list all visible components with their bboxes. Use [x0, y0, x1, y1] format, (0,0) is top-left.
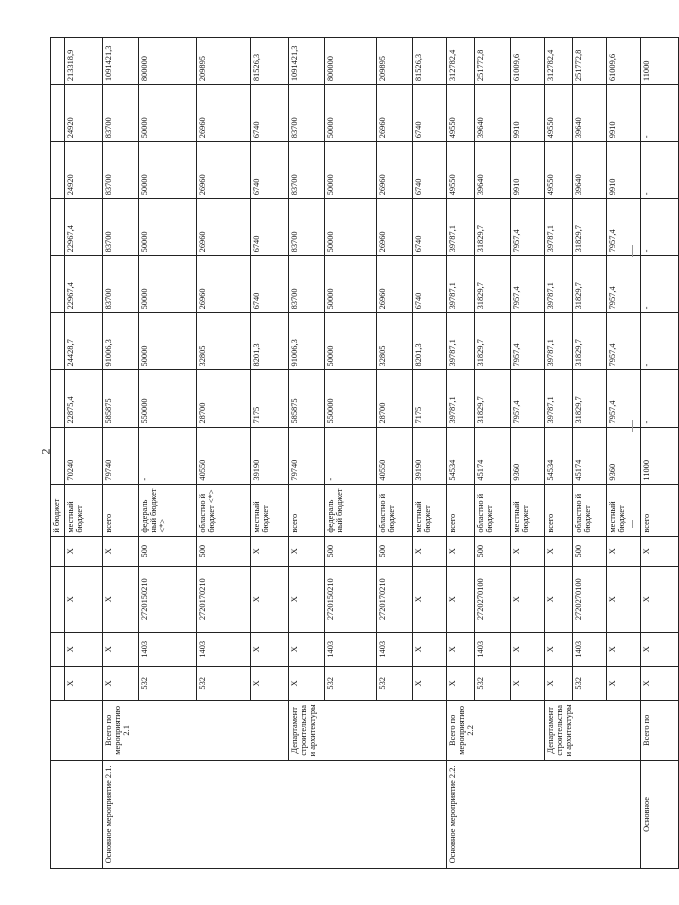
value-cell: 91006,3	[103, 313, 139, 370]
rzpr-cell: X	[607, 632, 641, 666]
value-cell: 209895	[197, 38, 251, 85]
value-cell: 81526,3	[251, 38, 289, 85]
value-cell: 45174	[475, 427, 511, 484]
value-cell: 6740	[413, 199, 447, 256]
executor-cell: Департамент строительства и архитектуры	[545, 700, 641, 760]
csr-cell: X	[641, 566, 679, 632]
grbs-cell: 532	[325, 666, 377, 700]
value-cell: 49550	[545, 85, 573, 142]
value-cell: 11000	[641, 38, 679, 85]
value-cell: 54534	[545, 427, 573, 484]
vr-cell: X	[545, 536, 573, 566]
grbs-cell	[51, 666, 65, 700]
csr-cell: X	[413, 566, 447, 632]
value-cell: 209895	[377, 38, 413, 85]
value-cell: 251772,8	[573, 38, 607, 85]
event-cell	[51, 760, 103, 868]
executor-cell: Всего по мероприятию 2.1	[103, 700, 289, 760]
grbs-cell: X	[413, 666, 447, 700]
source-cell: всего	[447, 484, 475, 536]
executor-cell: Департамент строительства и архитектуры	[289, 700, 447, 760]
value-cell: 45174	[573, 427, 607, 484]
value-cell: 1091421,3	[103, 38, 139, 85]
value-cell: -	[325, 427, 377, 484]
source-cell: всего	[103, 484, 139, 536]
value-cell: 9910	[511, 142, 545, 199]
table-row	[103, 38, 139, 869]
value-cell: 22967,4	[65, 199, 103, 256]
rzpr-cell: 1403	[325, 632, 377, 666]
value-cell: 81526,3	[413, 38, 447, 85]
value-cell: 39787,1	[545, 370, 573, 427]
value-cell: 31829,7	[573, 256, 607, 313]
source-cell: местный бюджет	[607, 484, 641, 536]
vr-cell: X	[289, 536, 325, 566]
rzpr-cell: X	[103, 632, 139, 666]
value-cell: 39787,1	[545, 199, 573, 256]
grbs-cell: X	[545, 666, 573, 700]
executor-cell: Всего по мероприятию 2.2	[447, 700, 545, 760]
value-cell: 26960	[197, 85, 251, 142]
value-cell: 40550	[377, 427, 413, 484]
value-cell: 31829,7	[475, 256, 511, 313]
value-cell	[51, 85, 65, 142]
value-cell: 7957,4	[607, 370, 641, 427]
value-cell: 83700	[103, 199, 139, 256]
value-cell: -	[641, 85, 679, 142]
value-cell: 22967,4	[65, 256, 103, 313]
value-cell: -	[139, 427, 197, 484]
value-cell: 7175	[251, 370, 289, 427]
rzpr-cell: X	[65, 632, 103, 666]
rzpr-cell: X	[511, 632, 545, 666]
vr-cell: 500	[475, 536, 511, 566]
value-cell: 49550	[447, 142, 475, 199]
value-cell: 24920	[65, 142, 103, 199]
vr-cell: X	[447, 536, 475, 566]
value-cell: 24428,7	[65, 313, 103, 370]
page-number: 2	[38, 448, 53, 455]
value-cell: 6740	[251, 85, 289, 142]
value-cell: 550000	[139, 370, 197, 427]
value-cell: 585875	[289, 370, 325, 427]
value-cell	[51, 38, 65, 85]
value-cell: 7957,4	[511, 199, 545, 256]
value-cell: 26960	[377, 199, 413, 256]
vr-cell: 500	[377, 536, 413, 566]
value-cell: 7957,4	[607, 313, 641, 370]
value-cell: 7957,4	[511, 313, 545, 370]
value-cell: 39787,1	[545, 313, 573, 370]
value-cell: 39640	[573, 85, 607, 142]
source-cell: местный бюджет	[413, 484, 447, 536]
vr-cell: X	[511, 536, 545, 566]
value-cell: 6740	[251, 199, 289, 256]
value-cell: 83700	[103, 142, 139, 199]
value-cell: 7957,4	[607, 199, 641, 256]
value-cell: 6740	[413, 142, 447, 199]
value-cell	[51, 370, 65, 427]
csr-cell: X	[447, 566, 475, 632]
scan-mark	[632, 520, 633, 528]
value-cell: 83700	[289, 85, 325, 142]
grbs-cell: X	[289, 666, 325, 700]
value-cell: 585875	[103, 370, 139, 427]
rzpr-cell: X	[251, 632, 289, 666]
value-cell: 50000	[139, 199, 197, 256]
grbs-cell: 532	[139, 666, 197, 700]
value-cell: 50000	[325, 313, 377, 370]
grbs-cell: X	[65, 666, 103, 700]
value-cell: 251772,8	[475, 38, 511, 85]
value-cell: 40550	[197, 427, 251, 484]
source-cell: местный бюджет	[65, 484, 103, 536]
value-cell: -	[641, 142, 679, 199]
value-cell: 9910	[511, 85, 545, 142]
csr-cell: 2720150210	[325, 566, 377, 632]
value-cell: 83700	[289, 256, 325, 313]
value-cell	[51, 256, 65, 313]
value-cell: 50000	[325, 142, 377, 199]
source-cell: областно й бюджет <*>	[197, 484, 251, 536]
source-cell: федераль ный бюджет	[325, 484, 377, 536]
value-cell: 39787,1	[447, 370, 475, 427]
source-cell: федераль ный бюджет <*>	[139, 484, 197, 536]
value-cell: 50000	[325, 85, 377, 142]
value-cell: 9360	[511, 427, 545, 484]
rzpr-cell: 1403	[573, 632, 607, 666]
value-cell: 50000	[139, 256, 197, 313]
value-cell: 79740	[289, 427, 325, 484]
value-cell: 61009,6	[607, 38, 641, 85]
vr-cell: 500	[573, 536, 607, 566]
value-cell: 50000	[139, 85, 197, 142]
value-cell: 7957,4	[607, 256, 641, 313]
value-cell: 7957,4	[511, 370, 545, 427]
rzpr-cell: X	[641, 632, 679, 666]
grbs-cell: 532	[573, 666, 607, 700]
value-cell: -	[641, 199, 679, 256]
value-cell: 39190	[413, 427, 447, 484]
value-cell: 32805	[377, 313, 413, 370]
rzpr-cell: 1403	[197, 632, 251, 666]
value-cell: 8201,3	[251, 313, 289, 370]
csr-cell: 2720170210	[377, 566, 413, 632]
value-cell: 11000	[641, 427, 679, 484]
value-cell: 32805	[197, 313, 251, 370]
csr-cell: 2720270100	[573, 566, 607, 632]
table-row	[51, 38, 65, 869]
value-cell: 39190	[251, 427, 289, 484]
value-cell: 6740	[413, 85, 447, 142]
executor-cell	[51, 700, 103, 760]
csr-cell: 2720270100	[475, 566, 511, 632]
value-cell: 39787,1	[545, 256, 573, 313]
vr-cell: X	[65, 536, 103, 566]
value-cell: 50000	[139, 313, 197, 370]
value-cell: -	[641, 313, 679, 370]
value-cell: 6740	[413, 256, 447, 313]
source-cell: й бюджет	[51, 484, 65, 536]
value-cell: 31829,7	[475, 199, 511, 256]
rzpr-cell: X	[545, 632, 573, 666]
value-cell: 7957,4	[511, 256, 545, 313]
budget-table	[50, 37, 679, 869]
value-cell: 91006,3	[289, 313, 325, 370]
csr-cell: 2720150210	[139, 566, 197, 632]
value-cell: 6740	[251, 142, 289, 199]
value-cell: 61009,6	[511, 38, 545, 85]
csr-cell: X	[65, 566, 103, 632]
value-cell: 54534	[447, 427, 475, 484]
scan-mark	[632, 420, 633, 432]
value-cell	[51, 142, 65, 199]
value-cell: 83700	[103, 85, 139, 142]
source-cell: областно й бюджет	[475, 484, 511, 536]
value-cell	[51, 313, 65, 370]
grbs-cell: 532	[197, 666, 251, 700]
event-cell: Основное мероприятие 2.2.	[447, 760, 641, 868]
vr-cell: 500	[139, 536, 197, 566]
value-cell: 50000	[325, 256, 377, 313]
table-row	[447, 38, 475, 869]
value-cell: 83700	[289, 142, 325, 199]
vr-cell: X	[641, 536, 679, 566]
value-cell: 31829,7	[573, 370, 607, 427]
grbs-cell: X	[641, 666, 679, 700]
value-cell: 39787,1	[447, 199, 475, 256]
value-cell: 6740	[251, 256, 289, 313]
value-cell: 50000	[325, 199, 377, 256]
value-cell: 312782,4	[545, 38, 573, 85]
value-cell: 8201,3	[413, 313, 447, 370]
value-cell: 28700	[197, 370, 251, 427]
value-cell: 31829,7	[573, 313, 607, 370]
value-cell: 26960	[197, 142, 251, 199]
grbs-cell: X	[447, 666, 475, 700]
vr-cell	[51, 536, 65, 566]
grbs-cell: 532	[377, 666, 413, 700]
value-cell: 213318,9	[65, 38, 103, 85]
scan-mark	[632, 245, 633, 257]
value-cell: 49550	[545, 142, 573, 199]
rzpr-cell: 1403	[475, 632, 511, 666]
value-cell: 31829,7	[573, 199, 607, 256]
value-cell: -	[641, 370, 679, 427]
value-cell: 28700	[377, 370, 413, 427]
source-cell: всего	[545, 484, 573, 536]
value-cell: 1091421,3	[289, 38, 325, 85]
value-cell: 83700	[103, 256, 139, 313]
table-row	[289, 38, 325, 869]
csr-cell: X	[511, 566, 545, 632]
source-cell: областно й бюджет	[377, 484, 413, 536]
rzpr-cell: 1403	[377, 632, 413, 666]
rzpr-cell	[51, 632, 65, 666]
value-cell: 22875,4	[65, 370, 103, 427]
csr-cell: X	[289, 566, 325, 632]
vr-cell: X	[607, 536, 641, 566]
event-cell: Основное	[641, 760, 679, 868]
value-cell: 9360	[607, 427, 641, 484]
value-cell: 26960	[377, 85, 413, 142]
value-cell: 312782,4	[447, 38, 475, 85]
value-cell	[51, 427, 65, 484]
value-cell: 800000	[139, 38, 197, 85]
source-cell: местный бюджет	[251, 484, 289, 536]
csr-cell: X	[607, 566, 641, 632]
value-cell: 26960	[197, 199, 251, 256]
vr-cell: X	[103, 536, 139, 566]
vr-cell: 500	[325, 536, 377, 566]
value-cell: 31829,7	[475, 370, 511, 427]
grbs-cell: X	[251, 666, 289, 700]
csr-cell	[51, 566, 65, 632]
value-cell: 26960	[377, 256, 413, 313]
rzpr-cell: X	[413, 632, 447, 666]
vr-cell: 500	[197, 536, 251, 566]
csr-cell: X	[545, 566, 573, 632]
event-cell: Основное мероприятие 2.1.	[103, 760, 447, 868]
csr-cell: 2720170210	[197, 566, 251, 632]
value-cell: 550000	[325, 370, 377, 427]
rotated-page	[50, 37, 651, 869]
value-cell: 79740	[103, 427, 139, 484]
value-cell: 26960	[377, 142, 413, 199]
value-cell: 7175	[413, 370, 447, 427]
source-cell: всего	[289, 484, 325, 536]
csr-cell: X	[251, 566, 289, 632]
value-cell: 49550	[447, 85, 475, 142]
value-cell: 31829,7	[475, 313, 511, 370]
vr-cell: X	[251, 536, 289, 566]
vr-cell: X	[413, 536, 447, 566]
value-cell: 9910	[607, 142, 641, 199]
source-cell: областно й бюджет	[573, 484, 607, 536]
value-cell: 39640	[475, 85, 511, 142]
grbs-cell: X	[103, 666, 139, 700]
value-cell: 83700	[289, 199, 325, 256]
grbs-cell: X	[511, 666, 545, 700]
table-row	[641, 38, 679, 869]
rzpr-cell: X	[289, 632, 325, 666]
executor-cell: Всего по	[641, 700, 679, 760]
source-cell: местный бюджет	[511, 484, 545, 536]
value-cell: 800000	[325, 38, 377, 85]
value-cell: 39640	[475, 142, 511, 199]
rzpr-cell: 1403	[139, 632, 197, 666]
grbs-cell: X	[607, 666, 641, 700]
value-cell	[51, 199, 65, 256]
source-cell: всего	[641, 484, 679, 536]
value-cell: 9910	[607, 85, 641, 142]
value-cell: -	[641, 256, 679, 313]
rzpr-cell: X	[447, 632, 475, 666]
grbs-cell: 532	[475, 666, 511, 700]
table-row	[545, 38, 573, 869]
value-cell: 24920	[65, 85, 103, 142]
csr-cell: X	[103, 566, 139, 632]
value-cell: 26960	[197, 256, 251, 313]
value-cell: 39787,1	[447, 313, 475, 370]
value-cell: 70240	[65, 427, 103, 484]
value-cell: 39787,1	[447, 256, 475, 313]
value-cell: 39640	[573, 142, 607, 199]
value-cell: 50000	[139, 142, 197, 199]
